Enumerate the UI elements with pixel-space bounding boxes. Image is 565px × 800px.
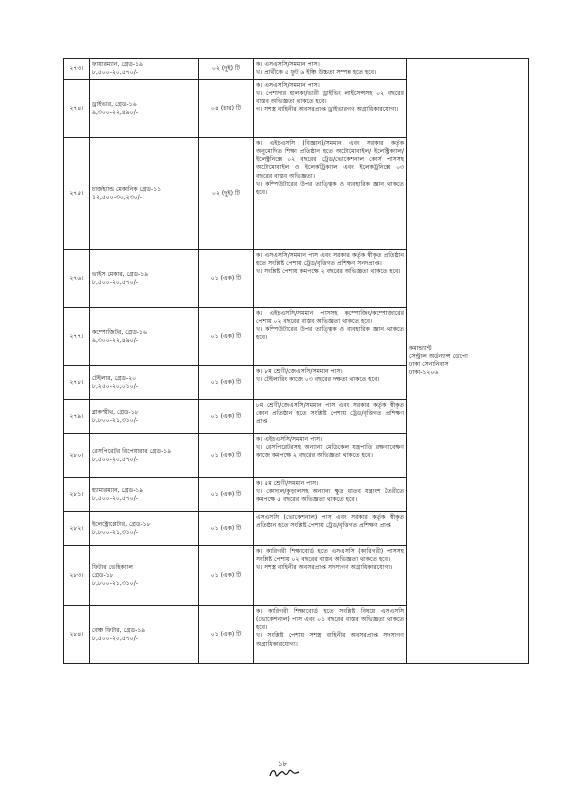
qualification-item: খ। কম্পিউটারের উপর তাত্ত্বিক ও ব্যবহারিক জ্ঞান থাকতে হবে। <box>256 180 404 196</box>
vacancy-table-body <box>64 59 529 664</box>
serial-cell: ২৭৪। <box>64 80 90 138</box>
qualification-item: খ। রেসপিরেটরসহ অন্যান্য মেডিকেল যন্ত্রপাতি রক্ষণাবেক্ষণ কাজে কমপক্ষে ২ বছরের অভিজ্ঞতা থাকতে হবে। <box>256 444 404 460</box>
qualification-cell <box>254 546 407 606</box>
qualification-item: ক। এইচএসসি (বিজ্ঞান)/সমমান এবং সরকার কর্তৃক অনুমোদিত শিক্ষা প্রতিষ্ঠান হতে অটোমোবাইল/ ইলেক্ট্রিক্যাল/ইলেক্ট্রনিক্সে ০২ বছরের ট্রেড/ভোকেশনাল কোর্স পাসসহ অটোমোবাইল ও ইলেকট্রিক্যাল এবং ইলেকট্রনিক্সে ০৩ বছরের বাস্তব অভিজ্ঞতা। <box>256 140 404 180</box>
post-cell <box>90 80 199 138</box>
qualification-cell <box>254 606 407 664</box>
qualification-item: খ। টেইলারিং কাজে ০৩ বছরের দক্ষতা থাকতে হবে। <box>256 376 380 384</box>
pay-scale: ৮,৫০০-২০,৫৭০/- <box>92 69 138 77</box>
serial-cell: ২৭৯। <box>64 400 90 434</box>
vacancy-count-cell: ০১ (এক) টি <box>199 478 254 512</box>
qualification-item: ক। এসএসসি/সমমান পাস এবং সরকার কর্তৃক স্বীকৃত প্রতিষ্ঠান হতে সংশ্লিষ্ট পেশায় ট্রেড/বৃত্তিগত প্রশিক্ষণ সনদপ্রাপ্ত। <box>256 252 404 268</box>
post-name: ফিটার ভেহিক্যাল <box>92 563 133 571</box>
post-name: ফায়ারম্যান, গ্রেড-১৯ <box>92 61 143 68</box>
post-cell <box>90 400 199 434</box>
qualification-cell <box>254 512 407 546</box>
qualification-item: এসএসসি (ভোকেশনাল) পাস এবং সরকার কর্তৃক স্বীকৃত প্রতিষ্ঠান হতে সংশ্লিষ্ট পেশায় ট্রেড/বৃত্তিগত প্রশিক্ষণ প্রাপ্ত <box>256 514 404 530</box>
post-name: কম্পোজিটর, গ্রেড-১৬ <box>92 328 147 336</box>
post-cell <box>90 606 199 664</box>
qualification-item: ক। ৮ম শ্রেণী/জেএসসি/সমমান পাস। <box>256 368 343 376</box>
pay-scale: ৮,৮০০-২১,৩১০/- <box>92 579 138 587</box>
qualification-item: খ। সংশ্লিষ্ট পেশায় কমপক্ষে ২ বছরের অভিজ্ঞতা থাকতে হবে। <box>256 268 401 276</box>
pay-scale: ৮,৫০০-২০,৫৭০/- <box>92 278 138 286</box>
post-cell <box>90 138 199 250</box>
qualification-cell <box>254 308 407 366</box>
vacancy-table <box>63 58 529 664</box>
qualification-item: ক। কারিগরী শিক্ষাবোর্ড হতে সংশ্লিষ্ট বিষয়ে এসএসসি (ভোকেশনাল) পাস এবং ০১ বছরের বাস্তব অভিজ্ঞতা থাকতে হবে। <box>256 608 404 632</box>
qualification-cell <box>254 59 407 80</box>
qualification-cell <box>254 478 407 512</box>
pay-scale: ৯,৩০০-২২,৪৯০/- <box>92 336 138 344</box>
pay-scale: ৮,৫০০-২০,৫৭০/- <box>92 634 138 642</box>
vacancy-count-cell: ০২ (দুই) টি <box>199 138 254 250</box>
qualification-item: ক। কারিগরী শিক্ষাবোর্ড হতে এসএসসি (কারিগরী) পাসসহ সংশ্লিষ্ট পেশায় ০২ বছরের বাস্তব অভিজ্ঞতা থাকতে হবে। <box>256 548 404 564</box>
qualification-item: গ। সশস্ত্র বাহিনীর অবসরপ্রাপ্ত ড্রাইভারগণ অগ্রাধিকারযোগ্য। <box>256 106 399 114</box>
vacancy-count-cell: ০১ (এক) টি <box>199 606 254 664</box>
qualification-item: খ। পেশাদার হালকা/ভারী ড্রাইভিং লাইসেন্সসহ ০২ বছরের বাস্তব অভিজ্ঞতা থাকতে হবে। <box>256 90 404 106</box>
post-name: হ্যামারম্যান, গ্রেড-১৯ <box>92 486 144 494</box>
serial-cell: ২৭৭। <box>64 308 90 366</box>
qualification-item: ক। এসএসসি/সমমান পাস। <box>256 61 320 68</box>
post-cell <box>90 434 199 478</box>
post-cell <box>90 478 199 512</box>
pay-scale: ৮,২৫০-২০,০১০/- <box>92 382 138 390</box>
office-line: সেন্ট্রাল অর্ডন্যান্স ডেপো <box>409 353 468 360</box>
qualification-item: ক। ৫ম শ্রেণী/সমমান পাস। <box>256 480 319 488</box>
signature-mark <box>266 766 302 780</box>
post-name: রেসপিরেটর রিপেয়ারার গ্রেড-১৯ <box>92 447 172 455</box>
post-name: ব্লাকস্মীথ, গ্রেড-১৮ <box>92 408 139 416</box>
qualification-cell <box>254 80 407 138</box>
qualification-cell <box>254 366 407 400</box>
office-line: ঢাকা সেনানিবাস <box>409 361 449 369</box>
vacancy-count-cell: ০১ (এক) টি <box>199 512 254 546</box>
serial-cell: ২৮১। <box>64 478 90 512</box>
serial-cell: ২৭৫। <box>64 138 90 250</box>
page-number: ১৮ <box>277 760 288 768</box>
vacancy-count-cell: ০১ (এক) টি <box>199 250 254 308</box>
post-name: ইলেক্ট্রোপ্লেটার, গ্রেড-১৮ <box>92 520 151 528</box>
post-name: টেইলার, গ্রেড-২০ <box>92 374 137 382</box>
pay-scale: ৮,৫০০-২০,৫৭০/- <box>92 494 138 502</box>
vacancy-count-cell: ০১ (এক) টি <box>199 400 254 434</box>
pay-scale: ১২,৫০০-৩০,২৩০/- <box>92 193 142 201</box>
serial-cell: ২৮০। <box>64 434 90 478</box>
pay-scale: ৮,৮০০-২১,৩১০/- <box>92 528 138 536</box>
serial-cell: ২৮৪। <box>64 606 90 664</box>
vacancy-count-cell: ০১ (এক) টি <box>199 366 254 400</box>
qualification-item: খ। কোদাল/কুড়ালসহ অন্যান্য ক্ষুদ্র ধাতব যন্ত্রাংশ তৈরীতে কমপক্ষে ৫ বছরের অভিজ্ঞতা থাকতে হবে। <box>256 488 404 504</box>
post-grade: গ্রেড-১৮ <box>92 571 114 579</box>
qualification-item: খ। প্রার্থীকে ৫ ফুট ৬ ইঞ্চি উচ্চতা সম্পন্ন হতে হবে। <box>256 69 377 77</box>
pay-scale: ৮,৮০০-২১,৩১০/- <box>92 416 138 424</box>
office-cell <box>407 59 529 664</box>
table-row <box>64 59 529 80</box>
qualification-item: ক। এসএসসি/সমমান পাস। <box>256 82 320 90</box>
post-cell <box>90 546 199 606</box>
qualification-item: ৮ম শ্রেণী/জেএসসি/সমমান পাস এবং সরকার কর্তৃক স্বীকৃত কোন প্রতিষ্ঠান হতে সংশ্লিষ্ট পেশায় ট্রেড/বৃত্তিগত প্রশিক্ষণ প্রাপ্ত <box>256 402 404 426</box>
office-line: কমান্ড্যান্ট <box>409 344 432 352</box>
qualification-item: খ। কম্পিউটারের উপর তাত্ত্বিক ও ব্যবহারিক জ্ঞান থাকতে হবে। <box>256 326 404 342</box>
qualification-item: ক। এইচএসসি/সমমান পাসসহ কম্পোজিং/কম্পোজারের পেশায় ০২ বছরের বাস্তব অভিজ্ঞতা থাকতে হবে। <box>256 310 404 326</box>
post-name: বেঞ্চ ফিটার, গ্রেড-১৯ <box>92 626 146 634</box>
qualification-item: ক। এইচএসসি/সমমান পাস। <box>256 436 323 444</box>
post-cell <box>90 366 199 400</box>
qualification-cell <box>254 138 407 250</box>
serial-cell: ২৭৮। <box>64 366 90 400</box>
vacancy-count-cell: ০৪ (চার) টি <box>199 80 254 138</box>
pay-scale: ৮,৫০০-২০,৫৭০/- <box>92 455 138 463</box>
post-name: ড্রাইভার, গ্রেড-১৬ <box>92 100 137 108</box>
serial-cell: ২৮২। <box>64 512 90 546</box>
office-line: ঢাকা-১২০৬ <box>409 369 439 377</box>
post-cell <box>90 250 199 308</box>
qualification-cell <box>254 400 407 434</box>
post-cell <box>90 59 199 80</box>
qualification-item: খ। সংশ্লিষ্ট পেশায় সশস্ত্র বাহিনীর অবসরপ্রাপ্ত সদস্যগণ অগ্রাধিকারযোগ্য। <box>256 632 404 648</box>
vacancy-count-cell: ০১ (এক) টি <box>199 434 254 478</box>
pay-scale: ৯,৩০০-২২,৪৯০/- <box>92 108 138 116</box>
serial-cell: ২৮৩। <box>64 546 90 606</box>
post-name: ভাইস মেকার, গ্রেড-১৯ <box>92 270 149 278</box>
qualification-cell <box>254 434 407 478</box>
vacancy-count-cell: ০১ (এক) টি <box>199 546 254 606</box>
serial-cell: ২৭৩। <box>64 59 90 80</box>
qualification-cell <box>254 250 407 308</box>
vacancy-count-cell: ০২ (দুই) টি <box>199 59 254 80</box>
serial-cell: ২৭৬। <box>64 250 90 308</box>
post-cell <box>90 512 199 546</box>
post-cell <box>90 308 199 366</box>
post-name: চার্জহ্যান্ড মেকানিক গ্রেড-১১ <box>92 185 162 193</box>
vacancy-count-cell: ০১ (এক) টি <box>199 308 254 366</box>
qualification-item: খ। সশস্ত্র বাহিনীর অবসরপ্রাপ্ত সদস্যগণ অগ্রাধিকারযোগ্য। <box>256 564 393 572</box>
